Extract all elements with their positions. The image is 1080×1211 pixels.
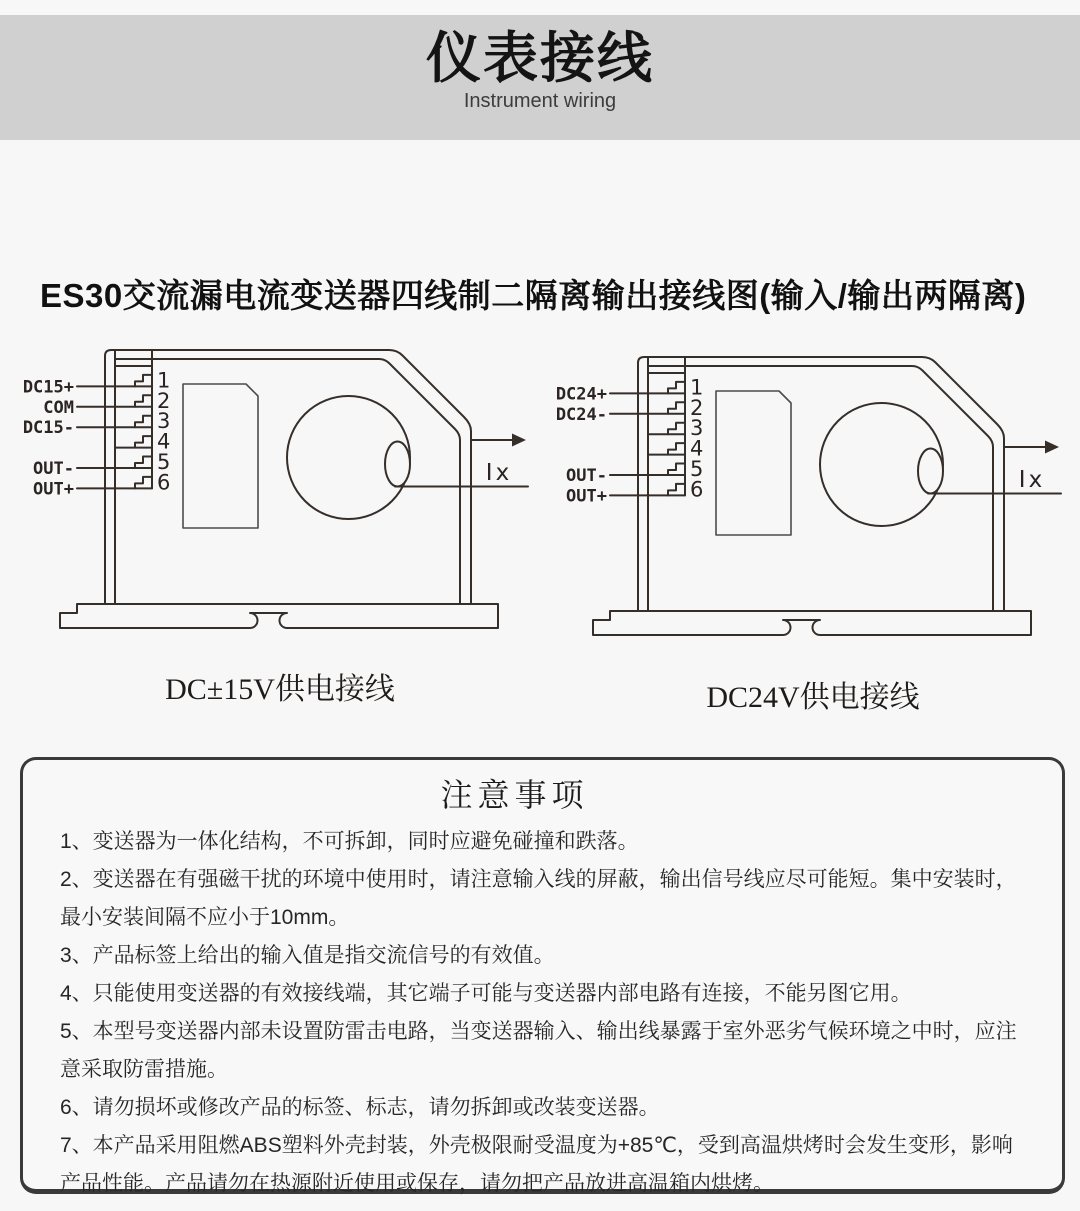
wiring-diagram-dc24-svg	[548, 347, 1078, 647]
pin-number: 1	[157, 368, 171, 393]
note-item: 1、变送器为一体化结构，不可拆卸，同时应避免碰撞和跌落。	[60, 830, 639, 853]
terminal-label: OUT-	[33, 459, 74, 479]
pin-number: 6	[157, 470, 171, 495]
terminal-block	[115, 350, 152, 488]
terminal-label: OUT+	[33, 479, 74, 500]
diagram-caption-dc15: DC±15V供电接线	[165, 673, 395, 706]
terminal-label: DC24-	[555, 404, 607, 425]
note-item: 7、本产品采用阻燃ABS塑料外壳封装，外壳极限耐受温度为+85℃，受到高温烘烤时会发生变形，影响产品性能。产品请勿在热源附近使用或保存，请勿把产品放进高温箱内烘烤。	[60, 1134, 1013, 1195]
din-rail-base	[593, 611, 1031, 635]
terminal-wires	[610, 393, 648, 495]
notes-list	[23, 816, 1062, 1203]
din-rail-base	[60, 604, 498, 628]
terminal-label: DC15-	[22, 418, 74, 439]
section-title: ES30交流漏电流变送器四线制二隔离输出接线图(输入/输出两隔离)	[40, 277, 1027, 315]
output-arrow-icon	[512, 434, 526, 447]
pin-number: 5	[690, 457, 704, 481]
pin-number: 3	[690, 416, 704, 441]
pin-number: 3	[157, 409, 171, 434]
pin-number: 5	[157, 450, 171, 474]
output-current-label: Ix	[1018, 467, 1046, 493]
terminal-label: DC24+	[555, 384, 607, 405]
terminal-label: OUT-	[566, 466, 607, 486]
sensor-hole	[385, 442, 410, 487]
pin-number: 2	[157, 388, 171, 413]
pin-number: 1	[690, 375, 704, 400]
terminal-wires	[77, 386, 115, 488]
notes-box	[20, 757, 1065, 1194]
note-item: 6、请勿损坏或修改产品的标签、标志，请勿拆卸或改装变送器。	[60, 1096, 660, 1119]
output-arrow-icon	[1045, 441, 1059, 454]
pin-number: 6	[690, 477, 704, 502]
notes-title: 注意事项	[440, 777, 589, 813]
diagram-caption-dc24: DC24V供电接线	[706, 681, 920, 714]
note-item: 3、产品标签上给出的输入值是指交流信号的有效值。	[60, 944, 555, 967]
pcb	[716, 391, 791, 535]
header-banner	[0, 15, 1080, 140]
pin-number: 4	[157, 429, 171, 454]
pcb	[183, 384, 258, 528]
note-item: 4、只能使用变送器的有效接线端，其它端子可能与变送器内部电路有连接，不能另图它用。	[60, 982, 912, 1005]
note-item: 5、本型号变送器内部未设置防雷击电路，当变送器输入、输出线暴露于室外恶劣气候环境之中时，应注意采取防雷措施。	[60, 1020, 1017, 1081]
page-subtitle: Instrument wiring	[463, 90, 617, 112]
wiring-diagram-dc24	[548, 347, 1078, 647]
wiring-diagram-dc15-svg	[15, 340, 545, 640]
terminal-block	[648, 357, 685, 495]
page-title: 仪表接线	[425, 27, 654, 89]
terminal-label: OUT+	[566, 486, 607, 507]
pin-number: 4	[690, 436, 704, 461]
output-current-label: Ix	[485, 460, 513, 486]
sensor-hole	[918, 449, 943, 494]
terminal-label: COM	[43, 397, 74, 418]
wiring-diagram-dc15	[15, 340, 545, 640]
terminal-label: DC15+	[22, 377, 74, 398]
note-item: 2、变送器在有强磁干扰的环境中使用时，请注意输入线的屏蔽，输出信号线应尽可能短。集中安装时，最小安装间隔不应小于10mm。	[60, 868, 1017, 929]
pin-number: 2	[690, 395, 704, 420]
